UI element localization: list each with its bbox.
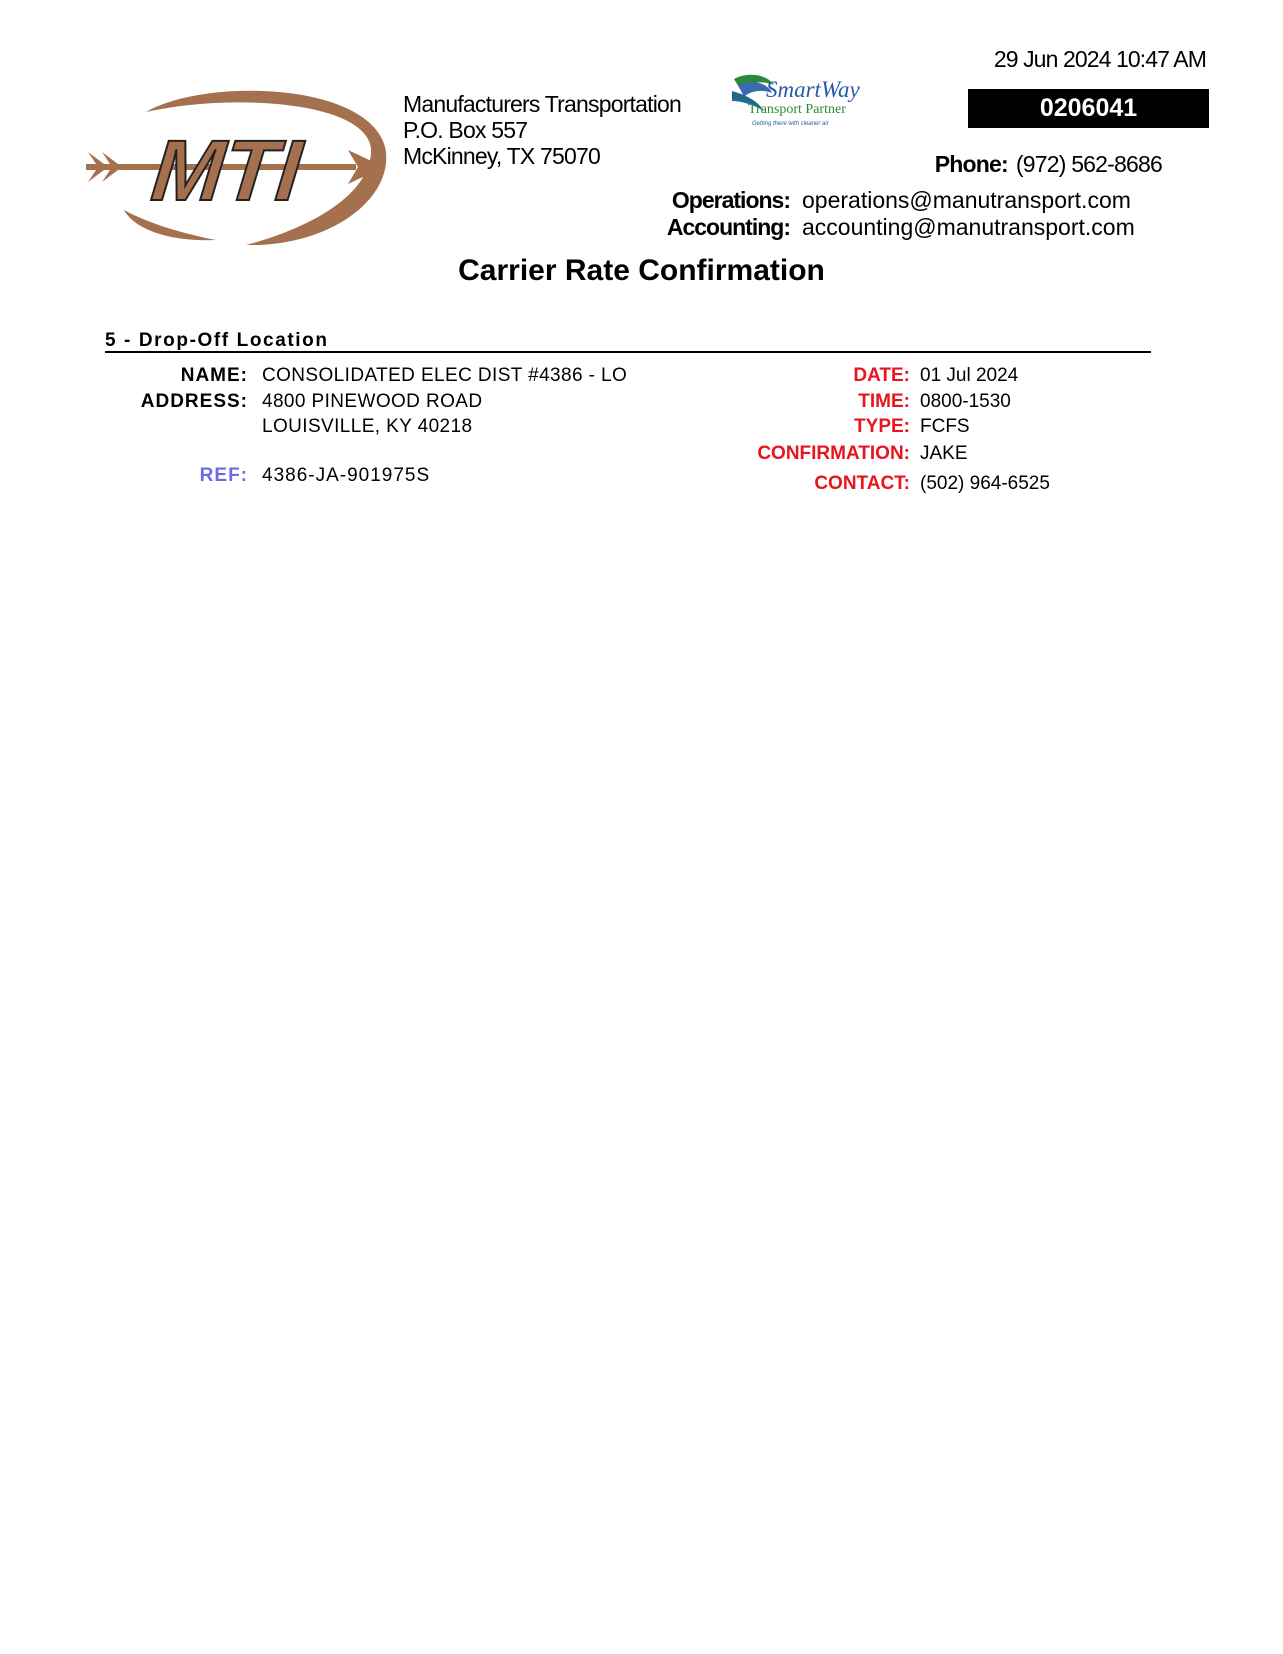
name-value: CONSOLIDATED ELEC DIST #4386 - LO [262, 365, 628, 386]
accounting-row [600, 214, 1135, 241]
address-line2: LOUISVILLE, KY 40218 [262, 416, 473, 437]
ref-value: 4386-JA-901975S [262, 465, 431, 486]
smartway-partner: Transport Partner [748, 102, 846, 117]
accounting-label: Accounting: [666, 214, 790, 240]
print-datetime: 29 Jun 2024 10:47 AM [993, 46, 1206, 72]
address-label: ADDRESS: [140, 391, 248, 412]
logo-text: MTI [147, 123, 306, 219]
contact-emails [600, 187, 1135, 241]
date-value: 01 Jul 2024 [920, 365, 1019, 386]
page-title: Carrier Rate Confirmation [458, 254, 825, 287]
smartway-name: SmartWay [766, 77, 860, 102]
address-line1: 4800 PINEWOOD ROAD [262, 391, 483, 412]
contact-value: (502) 964-6525 [920, 473, 1050, 494]
operations-label: Operations: [671, 187, 790, 213]
phone-value: (972) 562-8686 [1015, 151, 1162, 177]
confirmation-label: CONFIRMATION: [757, 443, 910, 464]
time-label: TIME: [858, 391, 910, 412]
smartway-tagline: Getting there with cleaner air [752, 121, 829, 127]
phone-label: Phone: [934, 151, 1008, 177]
mti-logo [86, 82, 396, 250]
accounting-email: accounting@manutransport.com [802, 214, 1135, 240]
operations-email: operations@manutransport.com [802, 187, 1131, 213]
company-name: Manufacturers Transportation [403, 91, 682, 117]
section-heading: 5 - Drop-Off Location [105, 330, 329, 351]
confirmation-value: JAKE [920, 443, 968, 464]
document-number: 0206041 [968, 89, 1209, 128]
company-block [403, 91, 681, 169]
ref-label: REF: [199, 465, 248, 486]
type-value: FCFS [920, 416, 970, 437]
section-divider [105, 351, 1151, 353]
operations-row [600, 187, 1135, 214]
name-label: NAME: [180, 365, 248, 386]
type-label: TYPE: [854, 416, 910, 437]
smartway-logo [728, 71, 884, 133]
time-value: 0800-1530 [920, 391, 1011, 412]
date-label: DATE: [853, 365, 910, 386]
contact-label: CONTACT: [814, 473, 910, 494]
company-address-line2: McKinney, TX 75070 [403, 143, 600, 169]
company-address-line1: P.O. Box 557 [403, 117, 528, 143]
phone-row [900, 151, 1162, 178]
